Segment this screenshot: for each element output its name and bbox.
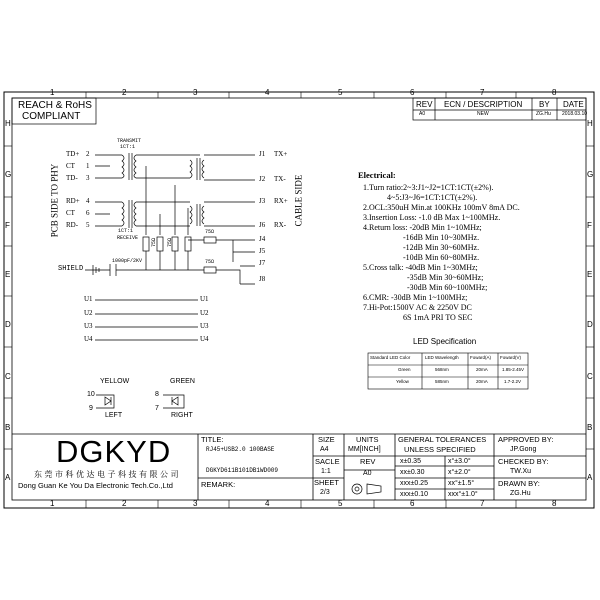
frame-col-marker: 5 [338,88,343,97]
frame-row-marker: D [587,320,593,329]
pin-name: TD- [66,174,78,182]
cable-side-label: CABLE SIDE [293,174,304,227]
frame-col-marker: 2 [122,499,127,508]
by-value: ZG.Hu [536,111,551,117]
pin-name: CT [66,162,75,170]
electrical-line: -10dB Min 60~80MHz. [403,253,480,262]
company-name-cn: 东莞市科优达电子科技有限公司 [34,470,181,479]
frame-row-marker: F [5,221,10,230]
cable-pin-name: J6 [259,221,266,229]
electrical-line: 4~5:J3~J6=1CT:1CT(±2%). [387,193,478,202]
cable-pin-name: J3 [259,197,266,205]
frame-row-marker: B [587,423,593,432]
frame-row-marker: H [5,119,11,128]
cable-pin-signal: RX+ [274,197,288,205]
ecn-value: NEW [477,111,489,117]
frame-col-marker: 5 [338,499,343,508]
rev-header: REV [416,100,433,109]
tolerance-linear: xxx±0.10 [400,491,428,498]
usb-pin-right: U1 [200,295,209,303]
usb-pin-left: U4 [84,335,93,343]
company-name-en: Dong Guan Ke You Da Electronic Tech.Co.,Ltd [18,481,173,490]
pin-number: 1 [86,162,90,170]
sheet-value: 2/3 [320,489,330,496]
frame-col-marker: 4 [265,499,270,508]
led-table-cell: 20mA [476,367,488,372]
led-spec-title: LED Specification [413,337,477,346]
pin-name: RD- [66,221,79,229]
by-header: BY [539,100,550,109]
usb-pin-right: U2 [200,309,209,317]
tolerance-title-2: UNLESS SPECIFIED [404,445,476,454]
tolerance-angular: xxx°±1.0° [448,491,478,498]
checked-value: TW.Xu [510,468,532,475]
approved-label: APPROVED BY: [498,435,554,444]
frame-row-marker: B [5,423,11,432]
pin-name: TD+ [66,150,80,158]
tolerance-linear: x±0.35 [400,458,421,465]
led-table-header: Standard LED Color [370,355,411,360]
electrical-line: 5.Cross talk: -40dB Min 1~30MHz; [363,263,478,272]
frame-row-marker: H [587,119,593,128]
frame-row-marker: C [5,372,11,381]
scale-label: SACLE [315,457,340,466]
company-logo: DGKYD [56,434,172,469]
led-table-cell: 585nm [435,379,449,384]
date-value: 2018.03.10 [562,111,588,117]
capacitor-label: 1000pF/2KV [112,258,143,264]
frame-col-marker: 6 [410,499,415,508]
led-yellow-pin-a: 10 [87,391,95,398]
frame-row-marker: G [5,170,12,179]
electrical-line: -30dB Min 60~100MHz; [407,283,488,292]
size-value: A4 [320,446,329,453]
frame-row-marker: A [587,473,593,482]
ecn-header: ECN / DESCRIPTION [444,100,523,109]
cable-pin-name: J8 [259,275,266,283]
led-table-header: Foward(V) [500,355,522,360]
rev-value: A0 [363,470,372,477]
frame-col-marker: 8 [552,88,557,97]
frame-row-marker: F [587,221,592,230]
tolerance-title-1: GENERAL TOLERANCES [398,435,487,444]
transmit-ratio: 1CT:1 [120,144,136,150]
led-yellow-pin-b: 9 [89,405,93,412]
frame-col-marker: 2 [122,88,127,97]
frame-row-marker: E [587,270,593,279]
title-value: RJ45+USB2.0 100BASE [206,446,275,453]
electrical-line: -12dB Min 30~60MHz. [403,243,480,252]
pin-name: RD+ [66,197,80,205]
approved-value: JP.Gong [510,446,537,453]
cable-pin-name: J2 [259,175,266,183]
pin-number: 3 [86,174,90,182]
frame-col-marker: 7 [480,499,485,508]
tolerance-angular: xx°±1.5° [448,480,475,487]
cable-pin-signal: TX- [274,175,286,183]
frame-col-marker: 4 [265,88,270,97]
led-green-side: RIGHT [171,412,193,419]
led-table-cell: 20mA [476,379,488,384]
drawn-value: ZG.Hu [510,490,531,497]
electrical-line: 6.CMR: -30dB Min 1~100MHz; [363,293,468,302]
led-table-cell: 568nm [435,367,449,372]
frame-col-marker: 8 [552,499,557,508]
led-table-header: Foward(A) [470,355,492,360]
title-label: TITLE: [201,435,224,444]
compliance-line-1: REACH & RoHS [18,100,92,111]
drawn-label: DRAWN BY: [498,479,540,488]
checked-label: CHECKED BY: [498,457,549,466]
sheet-label: SHEET [314,478,340,487]
tolerance-linear: xxx±0.25 [400,480,428,487]
compliance-line-2: COMPLIANT [22,111,81,122]
cable-pin-name: J7 [259,259,266,267]
electrical-line: 2.OCL:350uH Min.at 100KHz 100mV 8mA DC. [363,203,520,212]
led-table-cell: Green [398,367,411,372]
electrical-line: 7.Hi-Pot:1500V AC & 2250V DC [363,303,472,312]
frame-col-marker: 1 [50,88,55,97]
usb-pin-left: U2 [84,309,93,317]
led-yellow-side: LEFT [105,412,123,419]
transmit-label: TRANSMIT [117,138,142,144]
usb-pin-left: U3 [84,322,93,330]
shield-label: SHIELD [58,265,84,273]
usb-pin-left: U1 [84,295,93,303]
tolerance-linear: xx±0.30 [400,469,425,476]
electrical-line: -16dB Min 10~30MHz. [403,233,480,242]
led-table-cell: Yellow [396,379,409,384]
electrical-line: 1.Turn ratio:2~3:J1~J2=1CT:1CT(±2%). [363,183,494,192]
scale-value: 1:1 [321,468,331,475]
schematic-wiring [85,150,255,408]
led-table-cell: 1.7-2.2V [504,379,522,384]
projection-symbol [352,484,381,494]
pin-number: 6 [86,209,90,217]
usb-pin-right: U4 [200,335,209,343]
frame-col-marker: 7 [480,88,485,97]
led-green-pin-b: 7 [155,405,159,412]
electrical-line: 3.Insertion Loss: -1.0 dB Max 1~100MHz. [363,213,501,222]
frame-row-marker: C [587,372,593,381]
frame-col-marker: 3 [193,88,198,97]
cable-pin-signal: TX+ [274,150,288,158]
pin-name: CT [66,209,75,217]
frame-row-marker: A [5,473,11,482]
usb-pin-right: U3 [200,322,209,330]
resistor-label: 75Ω [205,229,215,235]
remark-label: REMARK: [201,480,236,489]
cable-pin-signal: RX- [274,221,287,229]
electrical-line: -35dB Min 30~60MHz; [407,273,484,282]
resistor-label: 75Ω [167,237,174,248]
pin-number: 2 [86,150,90,158]
led-green-label: GREEN [170,378,195,385]
tolerance-angular: x°±3.0° [448,458,471,465]
electrical-line: 4.Return loss: -20dB Min 1~10MHz; [363,223,482,232]
frame-col-marker: 3 [193,499,198,508]
receive-label: RECEIVE [117,235,139,241]
date-header: DATE [563,100,584,109]
rev-value: A0 [419,111,426,117]
cable-pin-name: J5 [259,247,266,255]
pcb-side-label: PCB SIDE TO PHY [49,163,60,238]
part-number: DGKYD611B101DB1WD009 [206,467,279,474]
tolerance-angular: x°±2.0° [448,469,471,476]
led-yellow-label: YELLOW [100,378,130,385]
electrical-line: 6S 1mA PRI TO SEC [403,313,473,322]
receive-ratio: 1CT:1 [118,228,134,234]
pin-number: 5 [86,221,90,229]
resistor-label: 75Ω [205,259,215,265]
frame-col-marker: 1 [50,499,55,508]
led-table-header: LED Wavelength [425,355,459,360]
led-table-cell: 1.85-2.45V [502,367,525,372]
resistor-label: 75Ω [151,237,158,248]
units-value: MM[INCH] [348,446,381,453]
cable-pin-name: J4 [259,235,266,243]
electrical-heading: Electrical: [358,170,396,180]
rev-label: REV [360,457,376,466]
cable-pin-name: J1 [259,150,266,158]
units-label: UNITS [356,435,379,444]
frame-row-marker: G [587,170,594,179]
frame-col-marker: 6 [410,88,415,97]
led-green-pin-a: 8 [155,391,159,398]
size-label: SIZE [318,435,335,444]
frame-row-marker: E [5,270,11,279]
pin-number: 4 [86,197,90,205]
frame-row-marker: D [5,320,11,329]
